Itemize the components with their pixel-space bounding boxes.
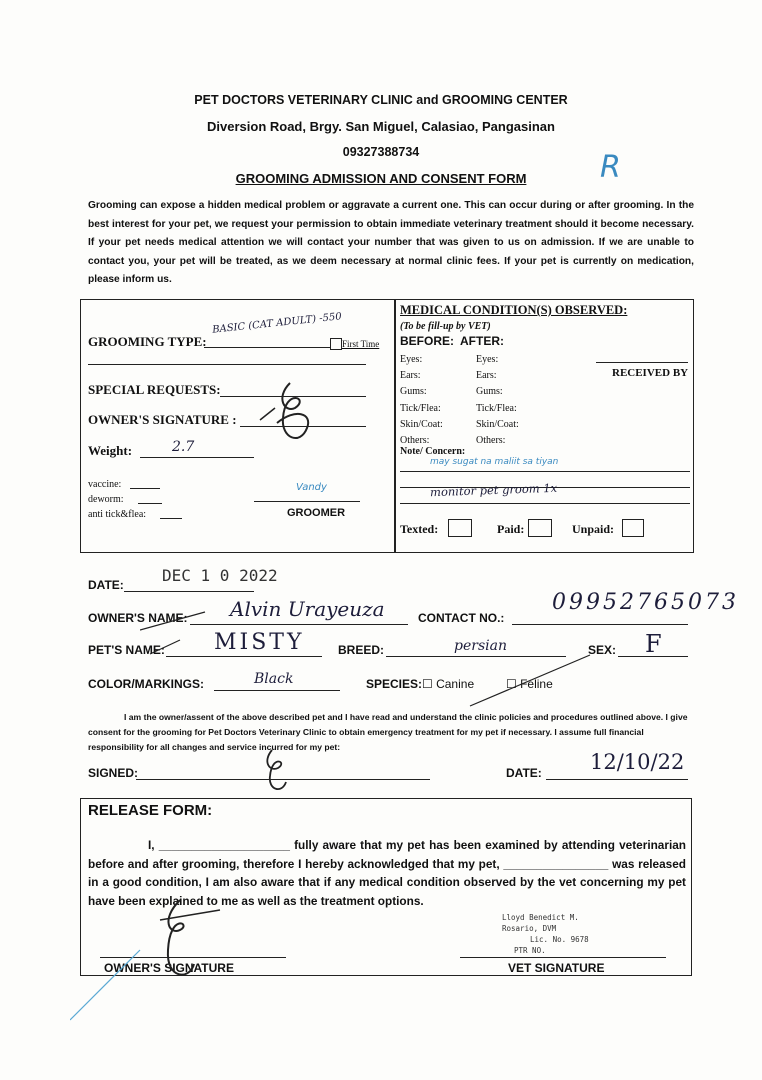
received-by-label: RECEIVED BY (612, 367, 689, 379)
box-divider (394, 299, 396, 552)
species-feline[interactable]: ☐ Feline (506, 677, 553, 691)
pet-name-value[interactable]: MISTY (214, 630, 305, 655)
grooming-type-label: GROOMING TYPE: (88, 334, 207, 349)
after-column (476, 352, 519, 449)
consent-text: I am the owner/assent of the above described pet and I have read and understand the clinic policies and procedures outlined above. I give consent for the grooming for Pet Doctors Veterinary Clinic to obtain emergency treatment for my pet if necessary. I assume full financial responsibility for all changes and service incurred for my pet: (88, 712, 688, 752)
groomer-name: Vandy (296, 482, 327, 493)
before-others: Others: (400, 435, 430, 447)
sex-value[interactable]: F (645, 630, 662, 658)
release-signature-mark (70, 880, 230, 1030)
grooming-type-line (204, 347, 330, 348)
note-text-2[interactable]: monitor pet groom 1x (429, 480, 558, 500)
owner-release-sig-label: OWNER'S SIGNATURE (104, 961, 234, 975)
first-time-label: First Time (342, 339, 380, 349)
consent-signature-mark (250, 746, 310, 796)
pen-strokes (140, 600, 600, 710)
weight-line (140, 457, 254, 458)
deworm-label: deworm: (88, 494, 124, 505)
deworm-line (138, 503, 162, 504)
note-line-3 (400, 503, 690, 504)
vaccine-line (130, 488, 160, 489)
vet-sig-label: VET SIGNATURE (508, 961, 605, 975)
species-label: SPECIES: (366, 677, 423, 691)
after-label: AFTER: (460, 334, 504, 348)
breed-value[interactable]: persian (454, 638, 507, 654)
date-line (124, 591, 254, 592)
vaccine-label: vaccine: (88, 479, 122, 490)
weight-label: Weight: (88, 443, 133, 458)
consent-date-label: DATE: (506, 766, 542, 780)
date-label: DATE: (88, 578, 124, 592)
after-eyes: Eyes: (476, 354, 499, 365)
release-text: I, ____________________ fully aware that my pet has been examined by attending veterinarian before and after grooming, therefore I hereby acknowledged that my pet, ________________ was released in a good condition, I am also aware that if any medical condition observed by the vet concerning my pet have been explained to me as well as the treatment options. (88, 838, 686, 908)
form-title: GROOMING ADMISSION AND CONSENT FORM (235, 171, 527, 186)
corner-mark: R (600, 150, 621, 185)
intro-paragraph: Grooming can expose a hidden medical problem or aggravate a current one. This can occur during or after grooming. In the best interest for your pet, we request your permission to obtain immediate veterinary treatment should it become necessary. If your pet needs medical attention we will contact your number that was given to us on admission. If we are unable to contact you, your pet will be treated, as we deem necessary at normal clinic fees. If your pet is currently on medication, please inform us. (88, 200, 694, 286)
before-column (400, 352, 443, 449)
groomer-label: GROOMER (287, 507, 346, 519)
clinic-name: PET DOCTORS VETERINARY CLINIC and GROOMING CENTER (194, 93, 568, 107)
before-gums: Gums: (400, 386, 427, 398)
before-label: BEFORE: (400, 334, 454, 348)
owner-name-label: OWNER'S NAME: (88, 611, 188, 625)
signed-label: SIGNED: (88, 766, 139, 780)
note-label: Note/ Concern: (400, 446, 466, 457)
after-ears: Ears: (476, 370, 497, 382)
consent-date-line (546, 779, 688, 780)
anti-tick-label: anti tick&flea: (88, 509, 147, 520)
texted-label: Texted: (400, 522, 439, 536)
special-requests-label: SPECIAL REQUESTS: (88, 382, 221, 397)
before-skin: Skin/Coat: (400, 418, 443, 430)
anti-tick-line (160, 518, 182, 519)
texted-checkbox[interactable] (448, 519, 472, 537)
vet-stamp-name: Lloyd Benedict M. Rosario, DVM (502, 913, 579, 933)
clinic-phone: 09327388734 (342, 145, 420, 159)
grooming-type-value[interactable]: BASIC (CAT ADULT) -550 (211, 311, 343, 336)
vet-stamp (502, 912, 592, 956)
vet-stamp-ptr: PTR NO. (514, 946, 546, 955)
after-tick: Tick/Flea: (476, 402, 517, 414)
before-ears: Ears: (400, 370, 421, 382)
release-title: RELEASE FORM: (88, 802, 213, 819)
vet-stamp-lic: Lic. No. 9678 (530, 935, 589, 944)
note-line-1 (400, 471, 690, 472)
owner-name-value[interactable]: Alvin Urayeuza (230, 597, 385, 621)
species-canine[interactable]: ☐ Canine (422, 677, 475, 691)
received-by-line (596, 362, 688, 363)
after-gums: Gums: (476, 386, 503, 398)
owner-signature-label: OWNER'S SIGNATURE : (88, 412, 237, 427)
after-skin: Skin/Coat: (476, 418, 519, 430)
paid-label: Paid: (497, 522, 525, 536)
grooming-type-line2 (88, 364, 366, 365)
contact-value[interactable]: 09952765073 (552, 590, 739, 615)
date-stamp: DEC 1 0 2022 (162, 566, 278, 585)
before-tick: Tick/Flea: (400, 402, 441, 414)
clinic-address: Diversion Road, Brgy. San Miguel, Calasiao, Pangasinan (207, 119, 555, 134)
owner-signature-mark (255, 378, 325, 448)
pet-name-label: PET'S NAME: (88, 643, 165, 657)
after-others: Others: (476, 435, 506, 447)
weight-value[interactable]: 2.7 (172, 439, 195, 455)
contact-label: CONTACT NO.: (418, 611, 505, 625)
medical-subtitle: (To be fill-up by VET) (400, 321, 491, 332)
sex-label: SEX: (588, 643, 617, 657)
first-time-checkbox[interactable] (330, 338, 342, 350)
color-label: COLOR/MARKINGS: (88, 677, 204, 691)
note-text-1[interactable]: may sugat na maliit sa tiyan (430, 457, 559, 467)
unpaid-label: Unpaid: (572, 522, 615, 536)
breed-label: BREED: (338, 643, 385, 657)
paid-checkbox[interactable] (528, 519, 552, 537)
medical-title: MEDICAL CONDITION(S) OBSERVED: (400, 303, 628, 317)
groomer-line (254, 501, 360, 502)
vet-sig-line[interactable] (460, 957, 666, 958)
unpaid-checkbox[interactable] (622, 519, 644, 537)
consent-date-value[interactable]: 12/10/22 (590, 750, 685, 774)
color-value[interactable]: Black (254, 671, 294, 687)
before-eyes: Eyes: (400, 354, 423, 365)
